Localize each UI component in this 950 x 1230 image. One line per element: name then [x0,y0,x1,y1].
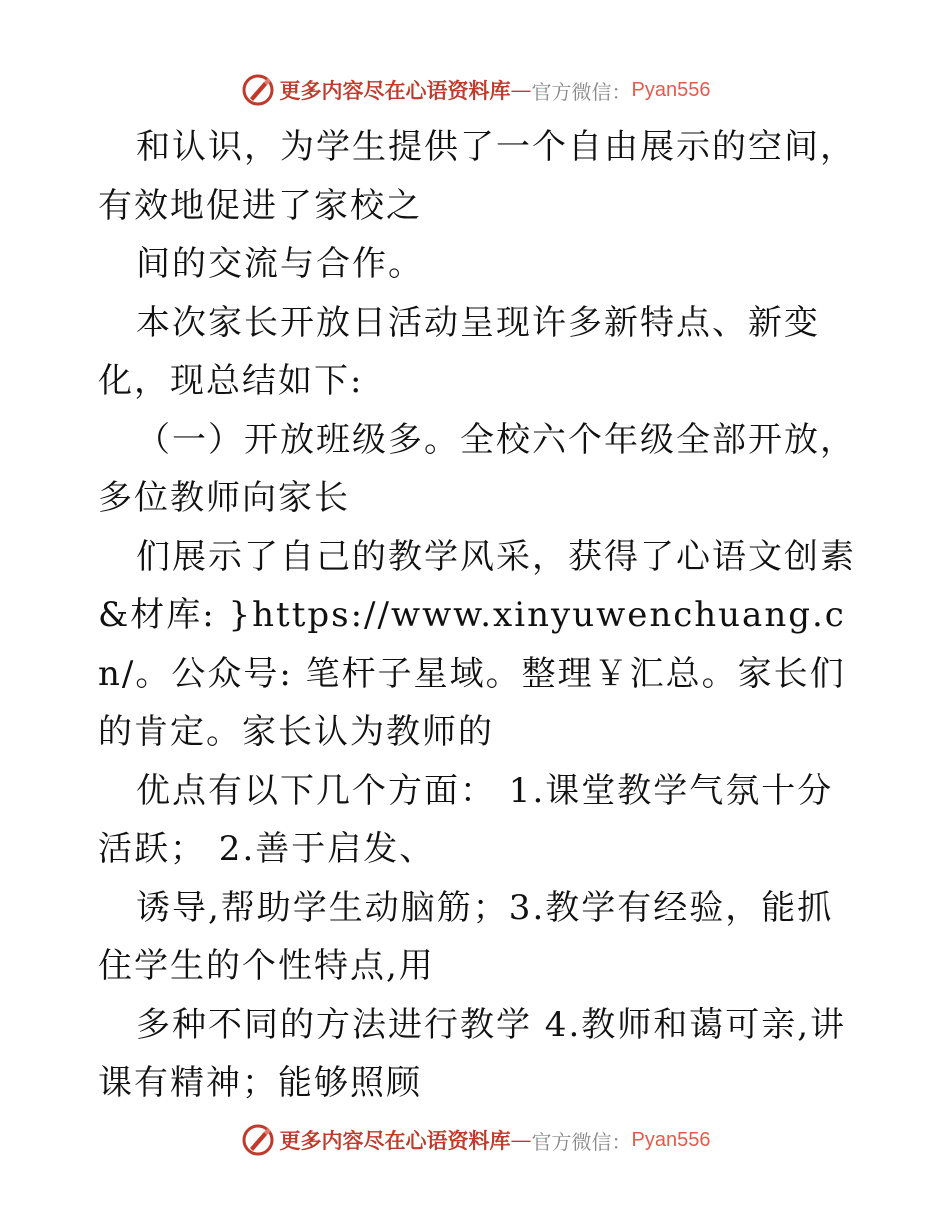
header-brand-text: 更多内容尽在心语资料库 [279,78,511,103]
footer-wechat-id: Pyan556 [631,1128,711,1151]
pen-logo-icon [240,1122,276,1158]
paragraph-4: （一）开放班级多。全校六个年级全部开放，多位教师向家长 [98,419,856,518]
page-header-watermark [0,70,950,110]
header-wechat-label: 官方微信： [531,79,632,104]
paragraph-5: 们展示了自己的教学风采，获得了心语文创素&材库: }https://www.xinyuwenchuang.cn/。公众号: 笔杆子星域。整理￥汇总。家长们的肯定。家长认为教师的 [98,536,856,752]
header-wechat-id: Pyan556 [631,78,711,101]
paragraph-8: 多种不同的方法进行教学 4.教师和蔼可亲,讲课有精神；能够照顾 [98,1004,847,1103]
document-body [98,118,858,1113]
paragraph-3: 本次家长开放日活动呈现许多新特点、新变化，现总结如下: [98,302,820,401]
footer-brand-text: 更多内容尽在心语资料库 [279,1128,511,1153]
paragraph-7: 诱导,帮助学生动脑筋；3.教学有经验，能抓住学生的个性特点,用 [98,887,834,986]
pen-logo-icon [240,72,276,108]
page-footer-watermark [0,1120,950,1160]
footer-separator: — [510,1128,532,1152]
paragraph-2: 间的交流与合作。 [136,244,424,284]
paragraph-1: 和认识，为学生提供了一个自由展示的空间，有效地促进了家校之 [98,127,856,226]
paragraph-6: 优点有以下几个方面： 1.课堂教学气氛十分活跃； 2.善于启发、 [98,770,834,869]
footer-wechat-label: 官方微信： [531,1129,632,1154]
header-separator: — [510,78,532,102]
